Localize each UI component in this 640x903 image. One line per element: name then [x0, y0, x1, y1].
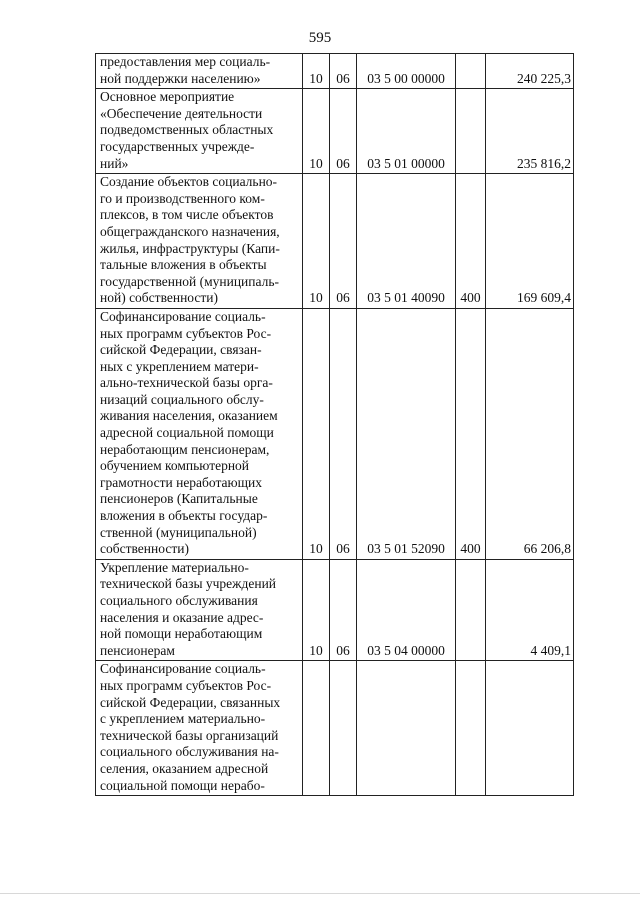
- budget-table: [95, 53, 574, 796]
- section-code-cell: 10: [303, 559, 330, 661]
- target-article-cell: [357, 661, 456, 796]
- table-row: [96, 89, 574, 174]
- amount-cell: 66 206,8: [486, 308, 574, 559]
- expense-type-cell: [456, 559, 486, 661]
- amount-cell: 240 225,3: [486, 54, 574, 89]
- expense-type-cell: [456, 661, 486, 796]
- table-row: [96, 661, 574, 796]
- section-code-cell: [303, 661, 330, 796]
- expense-type-cell: [456, 54, 486, 89]
- expense-type-cell: 400: [456, 174, 486, 309]
- section-code-cell: 10: [303, 174, 330, 309]
- row-name-cell: Софинансирование социаль- ных программ субъектов Рос- сийской Федерации, связанных с укреплением материально- технической базы организаций социального обслуживания на- селения, оказанием адресной социальной помощи нерабо-: [96, 661, 303, 796]
- row-name-cell: Софинансирование социаль- ных программ субъектов Рос- сийской Федерации, связан- ных с укреплением матери- ально-технической базы орга- низаций социального обслу- живания населения, оказанием адресной социальной помощи неработающим пенсионерам, обучением компьютерной грамотности неработающих пенсионеров (Капитальные вложения в объекты государ- ственной (муниципальной) собственности): [96, 308, 303, 559]
- target-article-cell: 03 5 01 00000: [357, 89, 456, 174]
- row-name-cell: Создание объектов социально- го и производственного ком- плексов, в том числе объектов общегражданского назначения, жилья, инфраструктуры (Капи- тальные вложения в объекты государственной (муниципаль- ной) собственности): [96, 174, 303, 309]
- amount-cell: 235 816,2: [486, 89, 574, 174]
- amount-cell: [486, 661, 574, 796]
- subsection-code-cell: 06: [330, 54, 357, 89]
- table-row: [96, 54, 574, 89]
- expense-type-cell: 400: [456, 308, 486, 559]
- target-article-cell: 03 5 01 40090: [357, 174, 456, 309]
- row-name-cell: Основное мероприятие «Обеспечение деятельности подведомственных областных государственных учрежде- ний»: [96, 89, 303, 174]
- row-name-cell: Укрепление материально- технической базы учреждений социального обслуживания населения и оказание адрес- ной помощи неработающим пенсионерам: [96, 559, 303, 661]
- amount-cell: 169 609,4: [486, 174, 574, 309]
- page-number: 595: [308, 30, 332, 46]
- row-name-cell: предоставления мер социаль- ной поддержки населению»: [96, 54, 303, 89]
- section-code-cell: 10: [303, 89, 330, 174]
- subsection-code-cell: [330, 661, 357, 796]
- target-article-cell: 03 5 00 00000: [357, 54, 456, 89]
- target-article-cell: 03 5 01 52090: [357, 308, 456, 559]
- table-row: [96, 559, 574, 661]
- subsection-code-cell: 06: [330, 89, 357, 174]
- expense-type-cell: [456, 89, 486, 174]
- table-row: [96, 174, 574, 309]
- target-article-cell: 03 5 04 00000: [357, 559, 456, 661]
- subsection-code-cell: 06: [330, 174, 357, 309]
- amount-cell: 4 409,1: [486, 559, 574, 661]
- section-code-cell: 10: [303, 54, 330, 89]
- subsection-code-cell: 06: [330, 559, 357, 661]
- page-bottom-edge: [0, 893, 640, 894]
- section-code-cell: 10: [303, 308, 330, 559]
- table-row: [96, 308, 574, 559]
- subsection-code-cell: 06: [330, 308, 357, 559]
